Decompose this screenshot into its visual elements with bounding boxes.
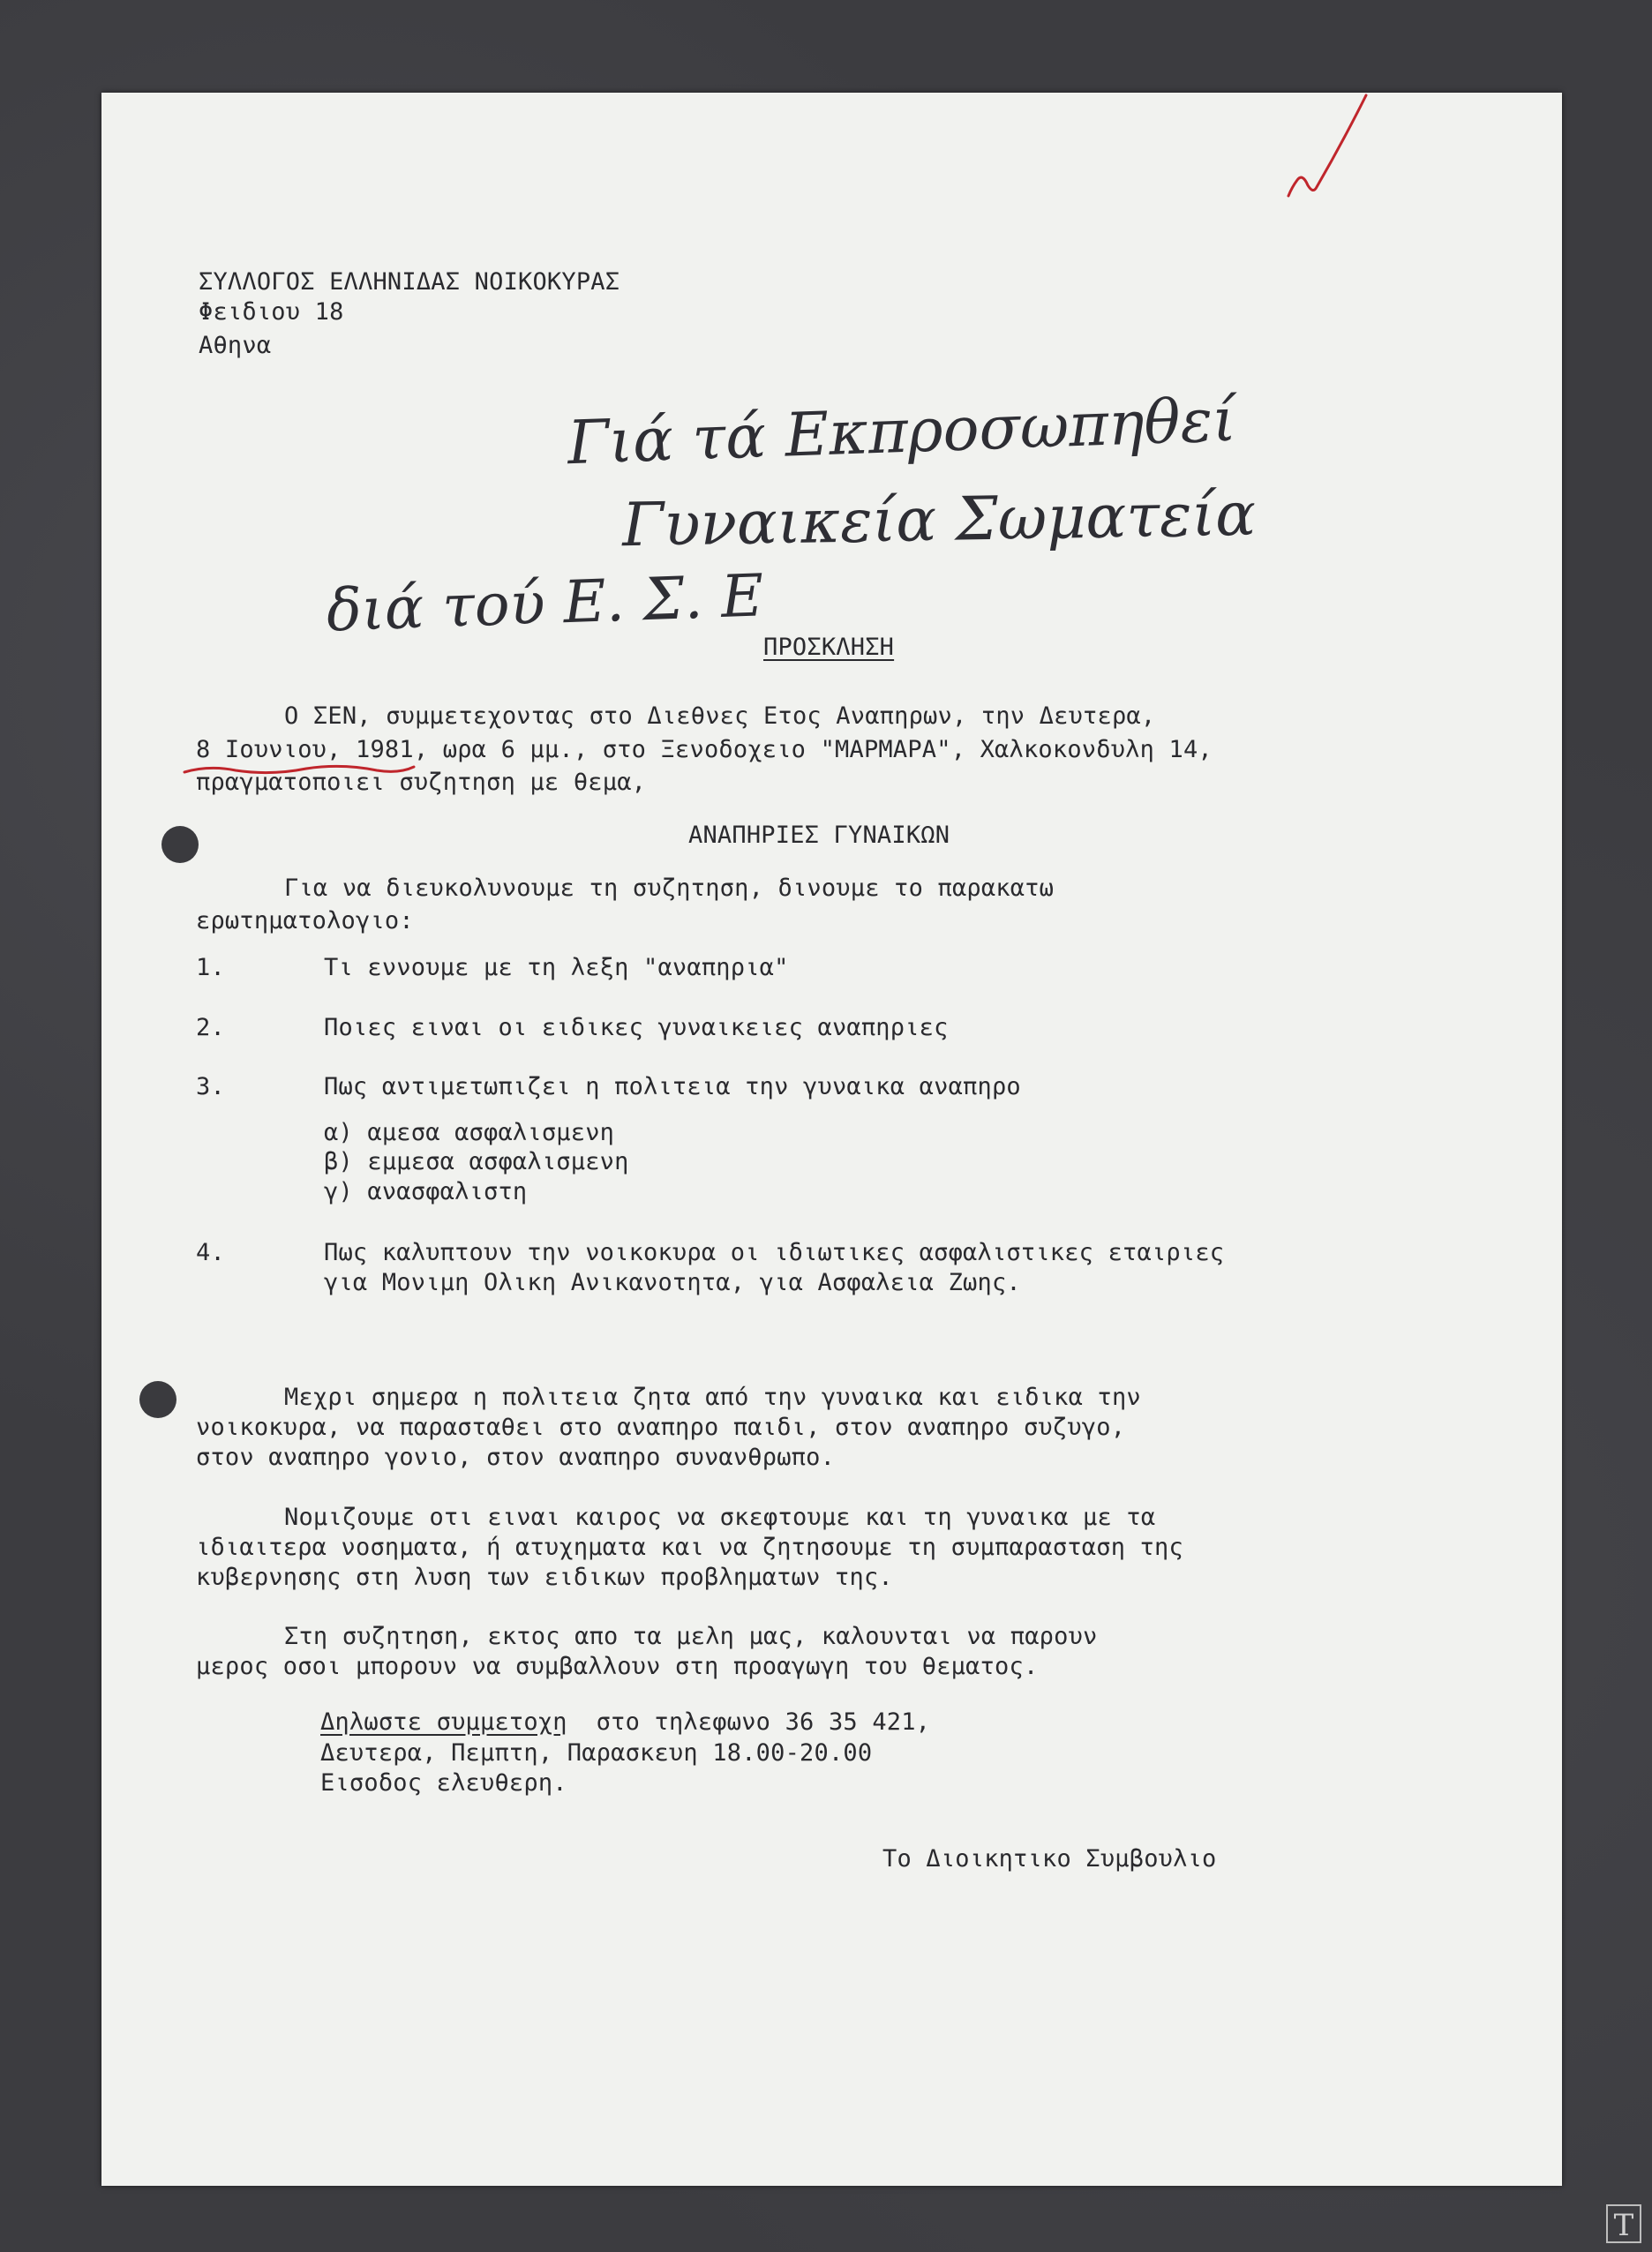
paragraph2-line: Νομιζουμε οτι ειναι καιρος να σκεφτουμε και τη γυναικα με τα	[284, 1504, 1156, 1531]
document-page	[101, 93, 1562, 2186]
questionnaire-intro-line1: Για να διευκολυνουμε τη συζητηση, δινουμε το παρακατω	[284, 875, 1055, 902]
question-number: 4.	[196, 1239, 225, 1266]
question-number: 3.	[196, 1073, 225, 1100]
signature-board: Το Διοικητικο Συμβουλιο	[882, 1845, 1217, 1873]
paragraph1-line: νοικοκυρα, να παρασταθει στο αναπηρο παιδι, στον αναπηρο συζυγο,	[196, 1414, 1126, 1441]
intro-line2-rest: , ωρα 6 μμ., στο Ξενοδοχειο "ΜΑΡΜΑΡΑ", Χαλκοκονδυλη 14,	[413, 736, 1213, 763]
question-text: Πως καλυπτουν την νοικοκυρα οι ιδιωτικες ασφαλιστικες εταιριες	[324, 1239, 1225, 1266]
org-name: ΣΥΛΛΟΓΟΣ ΕΛΛΗΝΙΔΑΣ ΝΟΙΚΟΚΥΡΑΣ	[199, 268, 620, 296]
question-text: Τι εννουμε με τη λεξη "αναπηρια"	[324, 954, 789, 981]
contact-days: Δευτερα, Πεμπτη, Παρασκευη 18.00-20.00	[320, 1739, 873, 1767]
handwritten-note-line1: Γιά τά Εκπροσωπηθεί	[566, 385, 1237, 479]
question-number: 2.	[196, 1014, 225, 1041]
sub-item: β) εμμεσα ασφαλισμενη	[324, 1148, 629, 1175]
question-text: Πως αντιμετωπιζει η πολιτεια την γυναικα αναπηρο	[324, 1073, 1021, 1100]
sub-item: γ) ανασφαλιστη	[324, 1178, 528, 1205]
intro-line1: Ο ΣΕΝ, συμμετεχοντας στο Διεθνες Ετος Αναπηρων, την Δευτερα,	[284, 702, 1156, 730]
rsvp-label: Δηλωστε συμμετοχη	[320, 1708, 567, 1736]
paragraph3-line: Στη συζητηση, εκτος απο τα μελη μας, καλουνται να παρουν	[284, 1623, 1098, 1650]
question-number: 1.	[196, 954, 225, 981]
paragraph2-line: κυβερνησης στη λυση των ειδικων προβληματων της.	[196, 1564, 893, 1591]
intro-line2	[196, 735, 1213, 765]
questionnaire-intro-line2: ερωτηματολογιο:	[196, 907, 414, 935]
archive-logo-icon: T	[1606, 2204, 1641, 2243]
punch-hole	[139, 1381, 176, 1418]
contact-line1	[320, 1708, 930, 1738]
paragraph1-line: στον αναπηρο γονιο, στον αναπηρο συνανθρωπο.	[196, 1444, 836, 1471]
punch-hole	[161, 826, 199, 863]
question-text: Ποιες ειναι οι ειδικες γυναικειες αναπηριες	[324, 1014, 949, 1041]
contact-phone: στο τηλεφωνο 36 35 421,	[567, 1708, 931, 1736]
handwritten-note-line2: Γυναικεία Σωματεία	[621, 479, 1257, 561]
intro-line3: πραγματοποιει συζητηση με θεμα,	[196, 769, 647, 796]
event-date: 8 Ιουνιου, 1981	[196, 736, 414, 763]
question-text-continued: για Μονιμη Ολικη Ανικανοτητα, για Ασφαλεια Ζωης.	[324, 1269, 1021, 1296]
discussion-theme: ΑΝΑΠΗΡΙΕΣ ΓΥΝΑΙΚΩΝ	[688, 822, 950, 849]
document-title: ΠΡΟΣΚΛΗΣΗ	[763, 634, 895, 661]
handwritten-note-line3: διά τού Ε. Σ. Ε	[325, 561, 765, 645]
paragraph2-line: ιδιαιτερα νοσηματα, ή ατυχηματα και να ζητησουμε τη συμπαρασταση της	[196, 1534, 1183, 1561]
paragraph1-line: Μεχρι σημερα η πολιτεια ζητα από την γυναικα και ειδικα την	[284, 1384, 1141, 1411]
org-street: Φειδιου 18	[199, 298, 344, 326]
org-city: Αθηνα	[199, 332, 272, 359]
paragraph3-line: μερος οσοι μπορουν να συμβαλλουν στη προαγωγη του θεματος.	[196, 1653, 1039, 1680]
sub-item: α) αμεσα ασφαλισμενη	[324, 1119, 615, 1146]
contact-entry: Εισοδος ελευθερη.	[320, 1769, 567, 1797]
red-pen-mark	[1262, 88, 1385, 207]
